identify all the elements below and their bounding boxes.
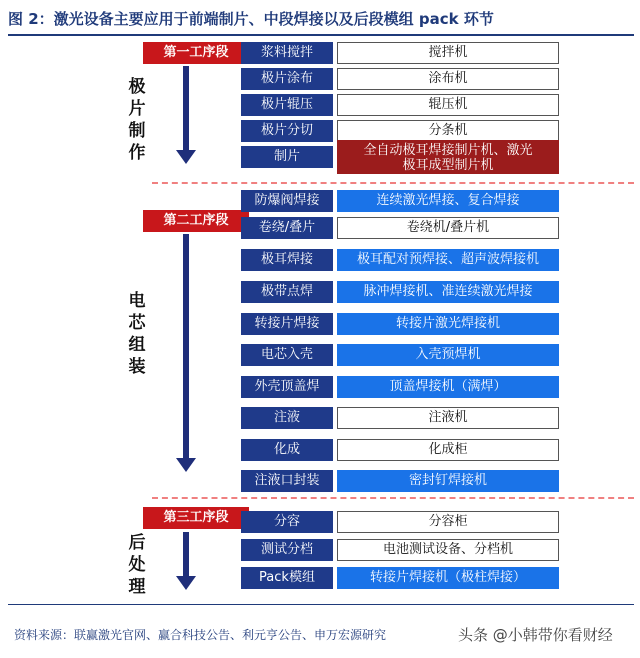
stage-badge-1: 第一工序段: [143, 42, 249, 64]
footer-rule: [8, 604, 634, 605]
machine-box: 电池测试设备、分档机: [337, 539, 559, 561]
process-box: Pack模组: [241, 567, 333, 589]
process-box: 注液口封装: [241, 470, 333, 492]
figure-title: 图 2：激光设备主要应用于前端制片、中段焊接以及后段模组 pack 环节: [8, 10, 494, 28]
section-divider: [152, 497, 634, 499]
section-divider: [152, 182, 634, 184]
machine-box: 卷绕机/叠片机: [337, 217, 559, 239]
watermark-text: 头条 @小韩带你看财经: [458, 626, 613, 644]
source-note: 资料来源：联赢激光官网、赢合科技公告、利元亨公告、申万宏源研究: [14, 628, 387, 642]
machine-box: 化成柜: [337, 439, 559, 461]
process-box: 分容: [241, 511, 333, 533]
machine-box: 入壳预焊机: [337, 344, 559, 366]
machine-box: 脉冲焊接机、准连续激光焊接: [337, 281, 559, 303]
process-box: 极片涂布: [241, 68, 333, 90]
stage-badge-3: 第三工序段: [143, 507, 249, 529]
section-label-2: 电芯组装: [128, 291, 146, 377]
process-box: 化成: [241, 439, 333, 461]
process-box: 注液: [241, 407, 333, 429]
machine-box: 极耳配对预焊接、超声波焊接机: [337, 249, 559, 271]
process-box: 电芯入壳: [241, 344, 333, 366]
process-box: 制片: [241, 146, 333, 168]
process-box: 浆料搅拌: [241, 42, 333, 64]
machine-box: 密封钉焊接机: [337, 470, 559, 492]
section-label-3: 后处理: [128, 533, 146, 597]
process-box: 极片辊压: [241, 94, 333, 116]
machine-box: 分条机: [337, 120, 559, 142]
machine-box-highlight: 全自动极耳焊接制片机、激光极耳成型制片机: [337, 140, 559, 174]
process-box: 外壳顶盖焊: [241, 376, 333, 398]
machine-box: 转接片焊接机（极柱焊接）: [337, 567, 559, 589]
title-rule: [8, 34, 634, 36]
machine-box: 连续激光焊接、复合焊接: [337, 190, 559, 212]
section-label-1: 极片制作: [128, 77, 146, 163]
machine-box: 顶盖焊接机（满焊）: [337, 376, 559, 398]
machine-box: 转接片激光焊接机: [337, 313, 559, 335]
machine-box: 涂布机: [337, 68, 559, 90]
process-box: 测试分档: [241, 539, 333, 561]
machine-box: 搅拌机: [337, 42, 559, 64]
process-box: 卷绕/叠片: [241, 217, 333, 239]
machine-box: 辊压机: [337, 94, 559, 116]
machine-box: 注液机: [337, 407, 559, 429]
process-box: 极耳焊接: [241, 249, 333, 271]
process-box: 极带点焊: [241, 281, 333, 303]
process-box: 转接片焊接: [241, 313, 333, 335]
stage-badge-2: 第二工序段: [143, 210, 249, 232]
process-box: 防爆阀焊接: [241, 190, 333, 212]
machine-box: 分容柜: [337, 511, 559, 533]
process-box: 极片分切: [241, 120, 333, 142]
